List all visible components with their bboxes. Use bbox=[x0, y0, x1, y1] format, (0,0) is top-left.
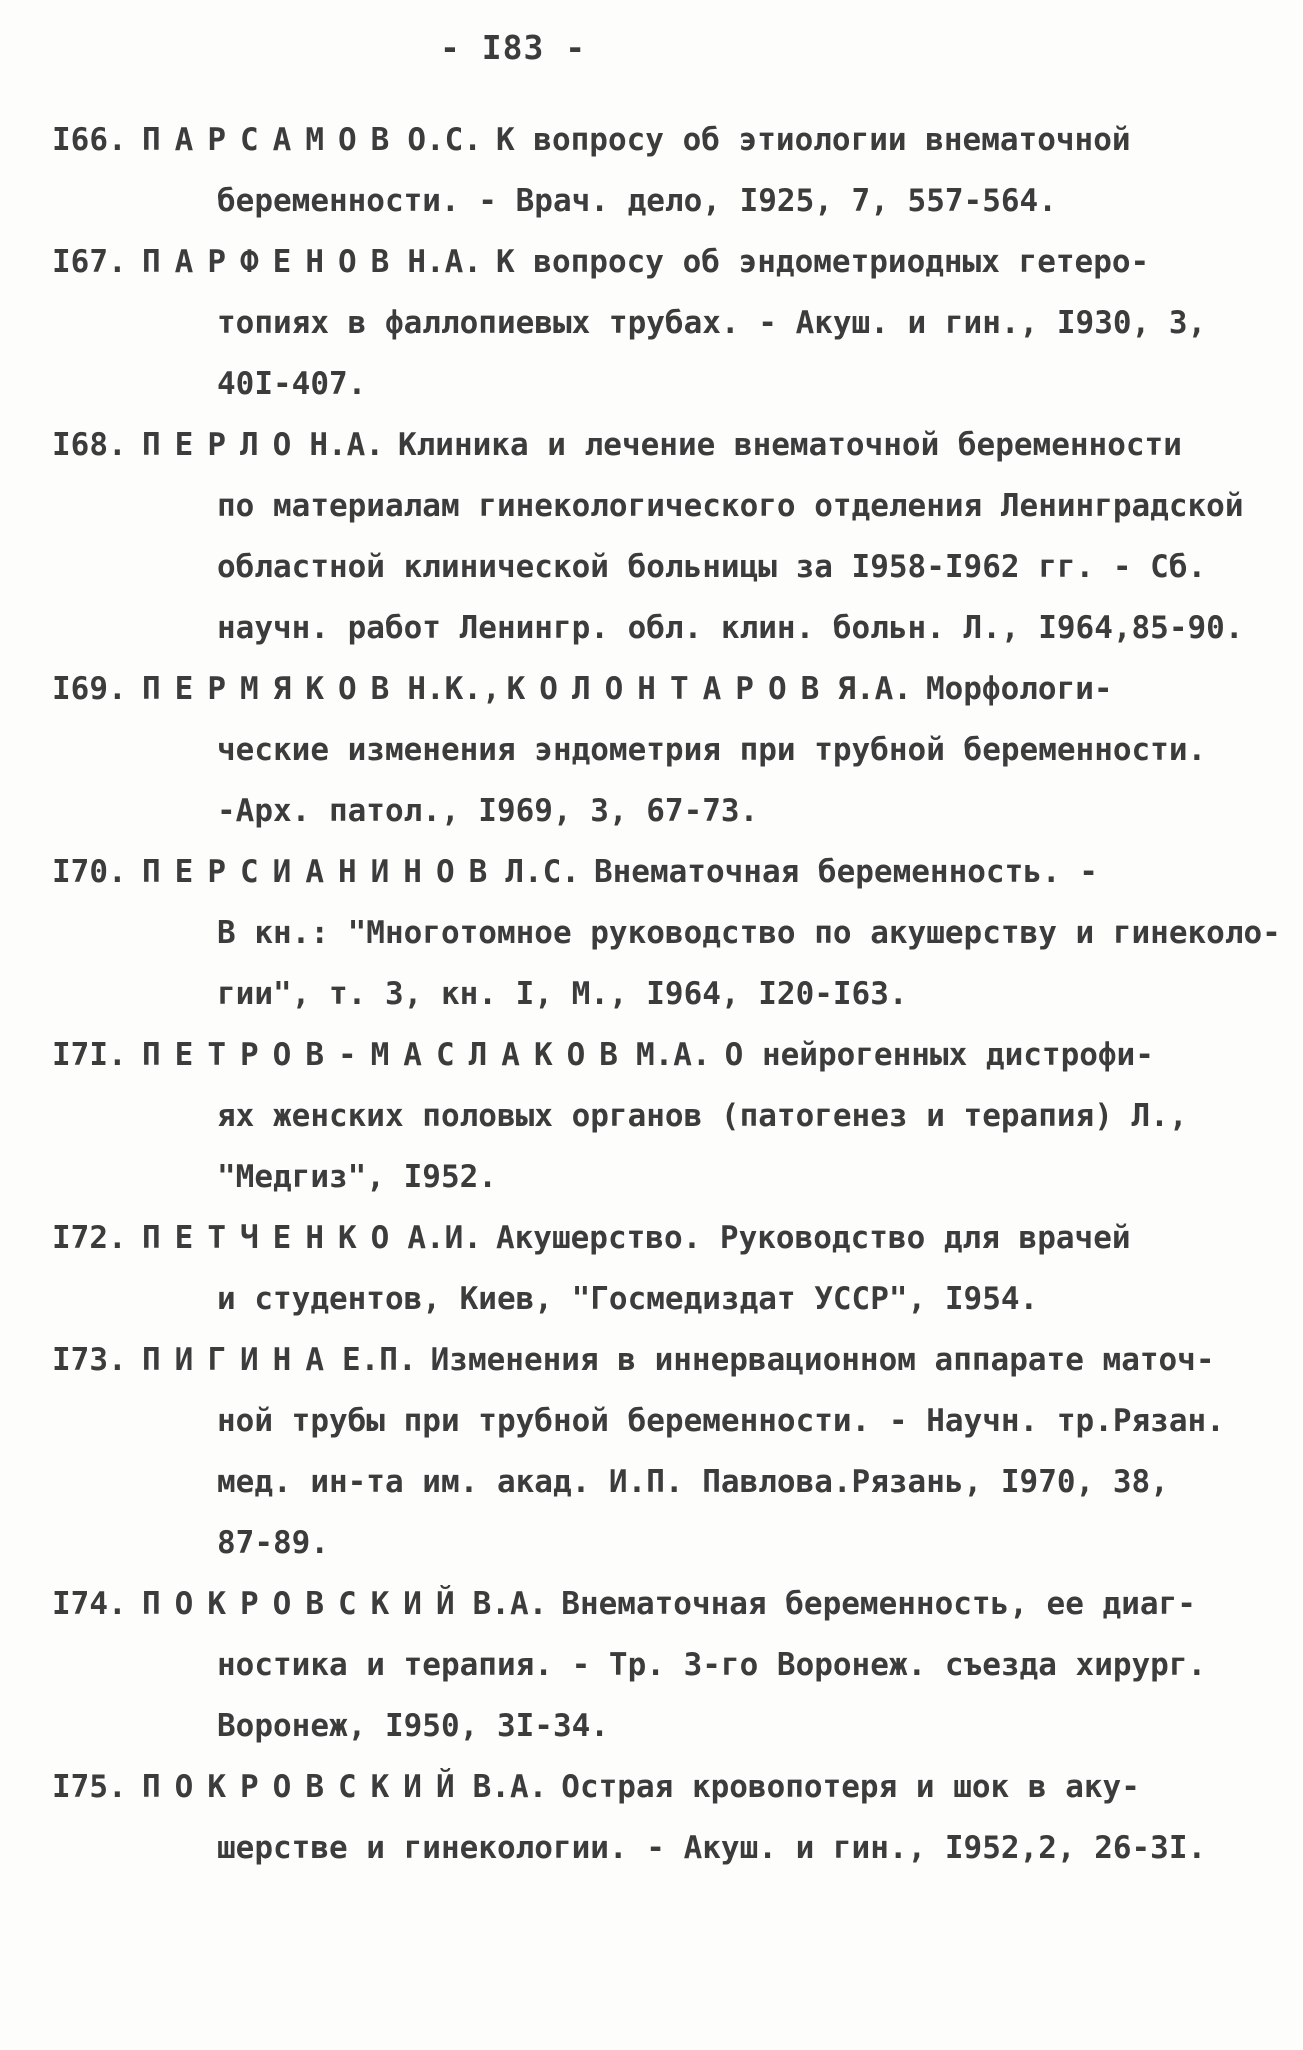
entry-coauthor: КОЛОНТАРОВ bbox=[506, 671, 834, 707]
entry-author-initials: В.А. bbox=[472, 1586, 548, 1622]
entry-title-start: О нейрогенных дистрофи- bbox=[724, 1037, 1154, 1073]
page-number: - I83 - bbox=[440, 28, 587, 67]
bibliography-entry bbox=[52, 1025, 1252, 1208]
entry-continuation-line: шерстве и гинекологии. - Акуш. и гин., I952,2, 26-3I. bbox=[217, 1830, 1207, 1866]
bibliography-entry bbox=[52, 1330, 1252, 1574]
bibliography-entry bbox=[52, 232, 1252, 415]
entry-continuation-line: и студентов, Киев, "Госмедиздат УССР", I954. bbox=[217, 1281, 1039, 1317]
entry-continuation-line: Воронеж, I950, 3I-34. bbox=[217, 1708, 609, 1744]
entry-continuation-line: -Арх. патол., I969, 3, 67-73. bbox=[217, 793, 759, 829]
entry-title-start: Акушерство. Руководство для врачей bbox=[495, 1220, 1131, 1256]
entry-number: I68. bbox=[52, 427, 127, 463]
entry-first-line bbox=[52, 659, 1252, 720]
entry-author-initials: А.И. bbox=[407, 1220, 482, 1256]
entry-author: ПЕТРОВ-МАСЛАКОВ bbox=[142, 1037, 632, 1073]
bibliography-list bbox=[52, 110, 1281, 1879]
bibliography-entry bbox=[52, 659, 1252, 842]
entry-author: ПЕРЛО bbox=[142, 427, 306, 463]
entry-first-line bbox=[52, 110, 1252, 171]
entry-author: ПЕРСИАНИНОВ bbox=[142, 854, 502, 890]
entry-continuation-line: "Медгиз", I952. bbox=[217, 1159, 497, 1195]
entry-continuation-line: областной клинической больницы за I958-I962 гг. - Сб. bbox=[217, 549, 1207, 585]
bibliography-entry bbox=[52, 1208, 1252, 1330]
entry-continuation-line: В кн.: "Многотомное руководство по акушерству и гинеколо- bbox=[217, 915, 1281, 951]
entry-continuation-line: беременности. - Врач. дело, I925, 7, 557-564. bbox=[217, 183, 1057, 219]
entry-number: I67. bbox=[52, 244, 127, 280]
entry-author: ПОКРОВСКИЙ bbox=[142, 1769, 469, 1805]
entry-title-start: Внематочная беременность, ее диаг- bbox=[561, 1586, 1196, 1622]
entry-continuation-line: ностика и терапия. - Тр. 3-го Воронеж. съезда хирург. bbox=[217, 1647, 1207, 1683]
entry-continuation-line: 40I-407. bbox=[217, 366, 367, 402]
entry-author-initials: М.А. bbox=[635, 1037, 711, 1073]
entry-title-start: Клиника и лечение внематочной беременности bbox=[397, 427, 1182, 463]
entry-author: ПЕРМЯКОВ bbox=[142, 671, 404, 707]
entry-continuation-line: гии", т. 3, кн. I, М., I964, I20-I63. bbox=[217, 976, 908, 1012]
entry-author-initials: Н.А. bbox=[309, 427, 384, 463]
entry-continuation-line: ной трубы при трубной беременности. - Научн. тр.Рязан. bbox=[217, 1403, 1225, 1439]
entry-first-line bbox=[52, 1330, 1252, 1391]
entry-title-start: Изменения в иннервационном аппарате маточ- bbox=[430, 1342, 1215, 1378]
entry-author: ПАРСАМОВ bbox=[142, 122, 404, 158]
bibliography-entry bbox=[52, 415, 1252, 659]
entry-first-line bbox=[52, 232, 1252, 293]
entry-continuation-line: 87-89. bbox=[217, 1525, 329, 1561]
bibliography-entry bbox=[52, 1574, 1252, 1757]
entry-number: I74. bbox=[52, 1586, 127, 1622]
entry-first-line bbox=[52, 1208, 1252, 1269]
entry-number: I69. bbox=[52, 671, 127, 707]
entry-title-start: Внематочная беременность. - bbox=[593, 854, 1098, 890]
entry-first-line bbox=[52, 1574, 1252, 1635]
entry-author: ПАРФЕНОВ bbox=[142, 244, 404, 280]
entry-continuation-line: по материалам гинекологического отделения Ленинградской bbox=[217, 488, 1244, 524]
entry-title-start: Морфологи- bbox=[925, 671, 1113, 707]
entry-title-start: Острая кровопотеря и шок в аку- bbox=[561, 1769, 1140, 1805]
entry-continuation-line: ях женских половых органов (патогенез и терапия) Л., bbox=[217, 1098, 1188, 1134]
bibliography-entry bbox=[52, 842, 1281, 1025]
entry-author-initials: Л.С. bbox=[505, 854, 580, 890]
entry-number: I73. bbox=[52, 1342, 127, 1378]
entry-first-line bbox=[52, 1757, 1252, 1818]
entry-continuation-line: мед. ин-та им. акад. И.П. Павлова.Рязань, I970, 38, bbox=[217, 1464, 1169, 1500]
entry-coauthor-initials: Я.А. bbox=[837, 671, 912, 707]
bibliography-entry bbox=[52, 110, 1252, 232]
entry-author-initials: Е.П. bbox=[341, 1342, 417, 1378]
entry-author-initials: О.С. bbox=[407, 122, 482, 158]
entry-author-initials: В.А. bbox=[472, 1769, 548, 1805]
entry-continuation-line: ческие изменения эндометрия при трубной беременности. bbox=[217, 732, 1207, 768]
entry-number: I72. bbox=[52, 1220, 127, 1256]
entry-author: ПЕТЧЕНКО bbox=[142, 1220, 404, 1256]
entry-continuation-line: топиях в фаллопиевых трубах. - Акуш. и гин., I930, 3, bbox=[217, 305, 1207, 341]
entry-first-line bbox=[52, 1025, 1252, 1086]
entry-first-line bbox=[52, 415, 1252, 476]
entry-author-initials: Н.А. bbox=[407, 244, 482, 280]
entry-author: ПИГИНА bbox=[142, 1342, 338, 1378]
entry-first-line bbox=[52, 842, 1252, 903]
entry-title-start: К вопросу об этиологии внематочной bbox=[495, 122, 1131, 158]
bibliography-entry bbox=[52, 1757, 1252, 1879]
entry-author-initials: Н.К., bbox=[407, 671, 501, 707]
entry-number: I66. bbox=[52, 122, 127, 158]
entry-continuation-line: научн. работ Ленингр. обл. клин. больн. Л., I964,85-90. bbox=[217, 610, 1244, 646]
entry-number: I75. bbox=[52, 1769, 127, 1805]
entry-number: I7I. bbox=[52, 1037, 127, 1073]
entry-number: I70. bbox=[52, 854, 127, 890]
entry-title-start: К вопросу об эндометриодных гетеро- bbox=[495, 244, 1150, 280]
entry-author: ПОКРОВСКИЙ bbox=[142, 1586, 469, 1622]
